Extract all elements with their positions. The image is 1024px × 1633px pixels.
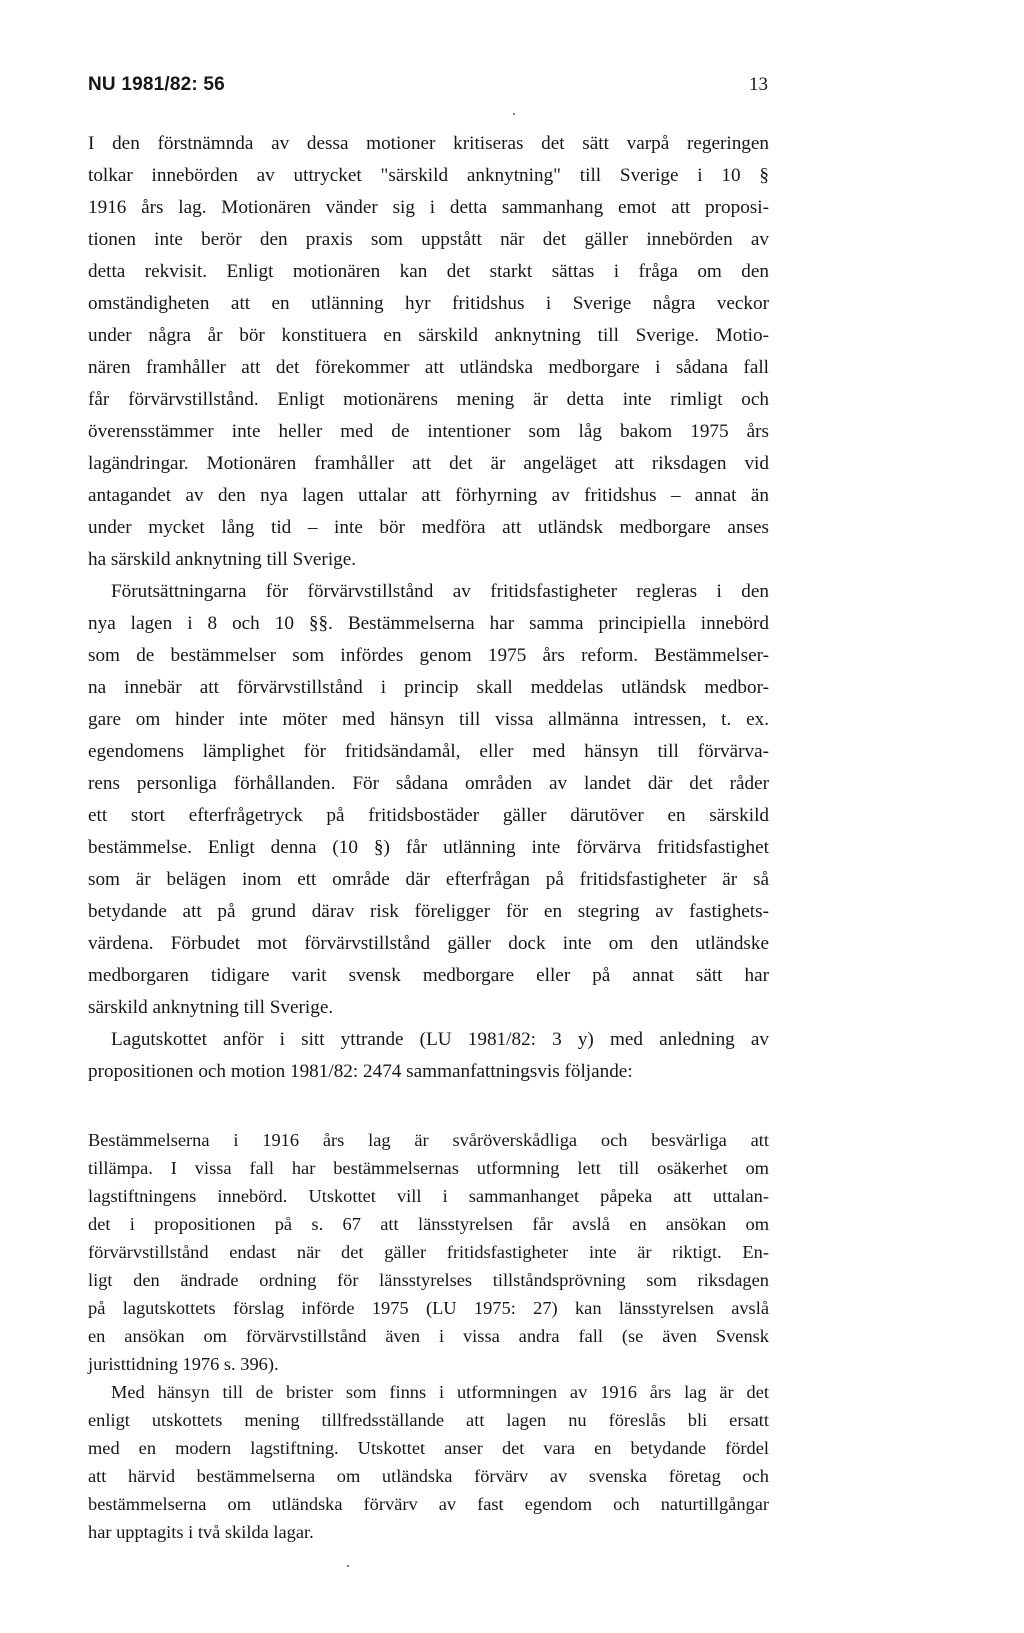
text-line: tillämpa. I vissa fall har bestämmelsernas utformning lett till osäkerhet om [88,1158,769,1178]
page-number: 13 [749,74,768,95]
text-line: med en modern lagstiftning. Utskottet anser det vara en betydande fördel [88,1438,769,1458]
text-line: juristtidning 1976 s. 396). [88,1354,279,1374]
text-line: ett stort efterfrågetryck på fritidsbostäder gäller därutöver en särskild [88,805,769,826]
text-line: tolkar innebörden av uttrycket "särskild anknytning" till Sverige i 10 § [88,165,769,186]
text-line: rens personliga förhållanden. För sådana områden av landet där det råder [88,773,769,794]
text-line: på lagutskottets förslag införde 1975 (LU 1975: 27) kan länsstyrelsen avslå [88,1298,769,1318]
text-line: lagändringar. Motionären framhåller att det är angeläget att riksdagen vid [88,453,769,474]
text-line: na innebär att förvärvstillstånd i princip skall meddelas utländsk medbor- [88,677,769,698]
page-header [88,74,768,102]
text-line: betydande att på grund därav risk föreligger för en stegring av fastighets- [88,901,769,922]
text-line: medborgaren tidigare varit svensk medborgare eller på annat sätt har [88,965,769,986]
text-line: som de bestämmelser som infördes genom 1975 års reform. Bestämmelser- [88,645,769,666]
scan-speck [347,1565,349,1567]
text-line: överensstämmer inte heller med de intentioner som låg bakom 1975 års [88,421,769,442]
text-line: får förvärvstillstånd. Enligt motionärens mening är detta inte rimligt och [88,389,769,410]
text-line: förvärvstillstånd endast när det gäller fritidsfastigheter inte är riktigt. En- [88,1242,769,1262]
text-line: nya lagen i 8 och 10 §§. Bestämmelserna har samma principiella innebörd [88,613,769,634]
text-line: enligt utskottets mening tillfredsställande att lagen nu föreslås bli ersatt [88,1410,769,1430]
text-line: Lagutskottet anför i sitt yttrande (LU 1981/82: 3 y) med anledning av [111,1029,769,1050]
text-line: nären framhåller att det förekommer att utländska medborgare i sådana fall [88,357,769,378]
text-line: antagandet av den nya lagen uttalar att förhyrning av fritidshus – annat än [88,485,769,506]
text-line: särskild anknytning till Sverige. [88,997,334,1018]
scan-speck [513,113,515,115]
text-line: egendomens lämplighet för fritidsändamål, eller med hänsyn till förvärva- [88,741,769,762]
text-line: Bestämmelserna i 1916 års lag är svåröverskådliga och besvärliga att [88,1130,769,1150]
text-line: omständigheten att en utlänning hyr fritidshus i Sverige några veckor [88,293,769,314]
text-line: värdena. Förbudet mot förvärvstillstånd gäller dock inte om den utländske [88,933,769,954]
text-line: en ansökan om förvärvstillstånd även i vissa andra fall (se även Svensk [88,1326,769,1346]
text-line: tionen inte berör den praxis som uppstått när det gäller innebörden av [88,229,769,250]
text-line: detta rekvisit. Enligt motionären kan det starkt sättas i fråga om den [88,261,769,282]
text-line: propositionen och motion 1981/82: 2474 sammanfattningsvis följande: [88,1061,633,1082]
text-line: Förutsättningarna för förvärvstillstånd av fritidsfastigheter regleras i den [111,581,769,602]
text-line: ligt den ändrade ordning för länsstyrelses tillståndsprövning som riksdagen [88,1270,769,1290]
document-reference: NU 1981/82: 56 [88,74,225,95]
text-line: gare om hinder inte möter med hänsyn till vissa allmänna intressen, t. ex. [88,709,769,730]
text-line: som är belägen inom ett område där efterfrågan på fritidsfastigheter är så [88,869,769,890]
text-line: under några år bör konstituera en särskild anknytning till Sverige. Motio- [88,325,769,346]
text-line: ha särskild anknytning till Sverige. [88,549,357,570]
text-line: lagstiftningens innebörd. Utskottet vill i sammanhanget påpeka att uttalan- [88,1186,769,1206]
text-line: att härvid bestämmelserna om utländska förvärv av svenska företag och [88,1466,769,1486]
text-line: det i propositionen på s. 67 att länsstyrelsen får avslå en ansökan om [88,1214,769,1234]
text-line: bestämmelse. Enligt denna (10 §) får utlänning inte förvärva fritidsfastighet [88,837,769,858]
text-line: Med hänsyn till de brister som finns i utformningen av 1916 års lag är det [111,1382,769,1402]
text-line: bestämmelserna om utländska förvärv av fast egendom och naturtillgångar [88,1494,769,1514]
text-line: har upptagits i två skilda lagar. [88,1522,314,1542]
text-line: 1916 års lag. Motionären vänder sig i detta sammanhang emot att proposi- [88,197,769,218]
text-line: I den förstnämnda av dessa motioner kritiseras det sätt varpå regeringen [88,133,769,154]
text-line: under mycket lång tid – inte bör medföra att utländsk medborgare anses [88,517,769,538]
